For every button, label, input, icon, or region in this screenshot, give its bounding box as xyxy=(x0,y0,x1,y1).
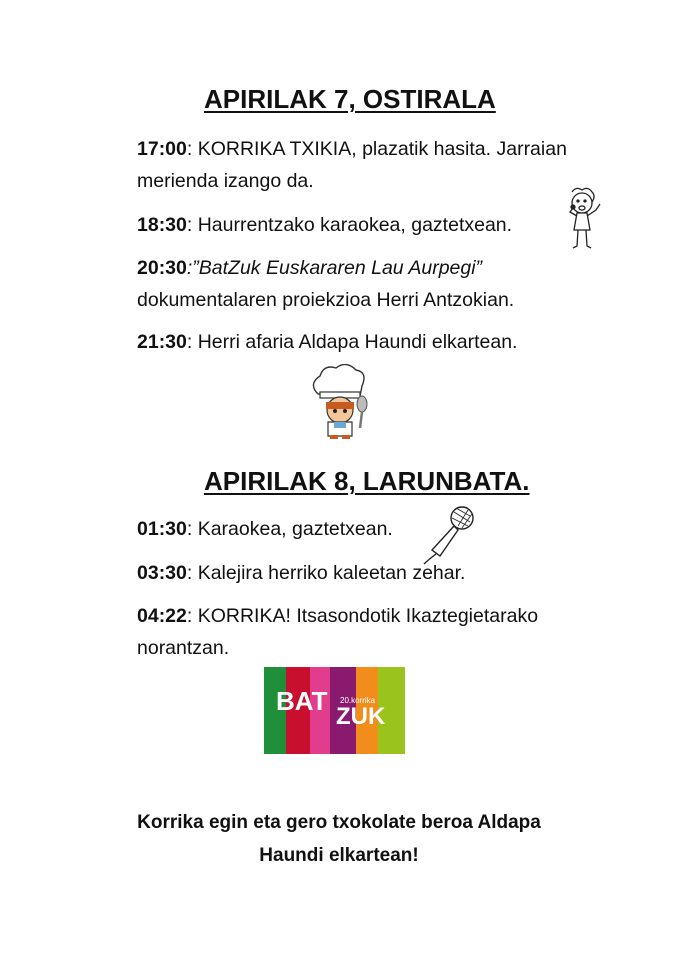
logo-word-zuk: ZUK xyxy=(336,703,386,730)
schedule-item xyxy=(137,252,607,316)
day1-heading: APIRILAK 7, OSTIRALA xyxy=(204,84,496,114)
logo-edition: 20.korrika xyxy=(340,696,376,705)
microphone-icon xyxy=(418,502,478,568)
schedule-item xyxy=(137,133,607,197)
closing-line-1: Korrika egin eta gero txokolate beroa Aldapa xyxy=(137,812,541,833)
time-label: 21:30 xyxy=(137,331,187,353)
time-label: 18:30 xyxy=(137,214,187,236)
time-label: 01:30 xyxy=(137,518,187,540)
event-text: : KORRIKA TXIKIA, plazatik hasita. Jarraian merienda izango da. xyxy=(137,138,567,192)
schedule-item xyxy=(137,209,607,241)
batzuk-logo xyxy=(264,667,405,754)
chef-icon xyxy=(306,364,372,440)
schedule-item xyxy=(137,557,607,589)
event-text: : Karaokea, gaztetxean. xyxy=(186,518,393,540)
schedule-item xyxy=(137,600,607,664)
event-text: : Herri afaria Aldapa Haundi elkartean. xyxy=(186,331,518,353)
closing-line-2: Haundi elkartean! xyxy=(259,845,419,866)
schedule-item xyxy=(137,513,607,545)
schedule-item xyxy=(137,326,607,358)
event-text: dokumentalaren proiekzioa Herri Antzokian. xyxy=(137,289,515,311)
event-text: : Kalejira herriko kaleetan zehar. xyxy=(186,562,466,584)
time-label: 20:30 xyxy=(137,257,187,279)
time-label: 04:22 xyxy=(137,605,187,627)
singing-kid-icon xyxy=(556,186,606,252)
logo-word-bat: BAT xyxy=(276,686,328,716)
event-text: : KORRIKA! Itsasondotik Ikaztegietarako norantzan. xyxy=(137,605,539,659)
day2-heading: APIRILAK 8, LARUNBATA. xyxy=(204,466,530,496)
film-title: :”BatZuk Euskararen Lau Aurpegi” xyxy=(186,257,483,279)
event-text: : Haurrentzako karaokea, gaztetxean. xyxy=(186,214,513,236)
time-label: 17:00 xyxy=(137,138,187,160)
time-label: 03:30 xyxy=(137,562,187,584)
